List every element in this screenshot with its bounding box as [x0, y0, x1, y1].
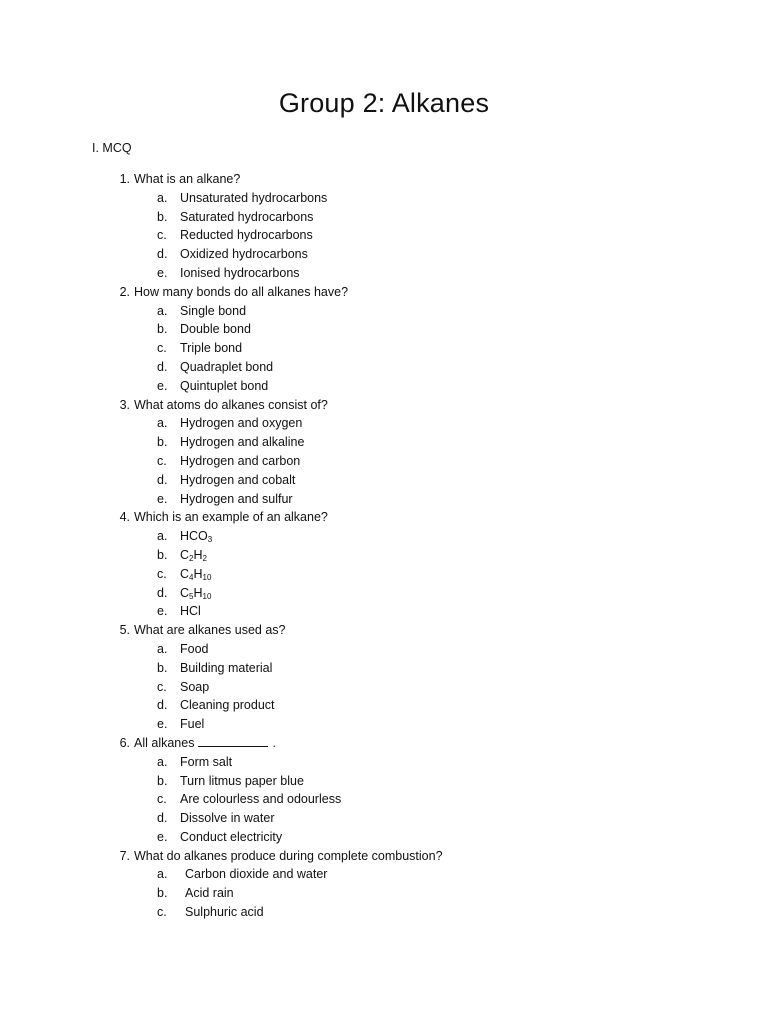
option-letter: b.: [157, 435, 168, 450]
answer-option: [0, 245, 768, 264]
formula-subscript: 10: [202, 572, 212, 582]
option-text: [180, 565, 211, 584]
option-text: Form salt: [180, 754, 233, 769]
option-text: Fuel: [180, 717, 205, 732]
answer-option: [0, 189, 768, 208]
option-letter: c.: [157, 679, 167, 694]
option-text: Quintuplet bond: [180, 378, 269, 393]
option-letter: e.: [157, 265, 168, 280]
option-letter: a.: [157, 641, 168, 656]
question-number: 5.: [119, 623, 130, 638]
option-text: Soap: [180, 679, 210, 694]
question-text: [134, 621, 285, 640]
page-title: Group 2: Alkanes: [278, 88, 490, 118]
answer-option: [0, 546, 768, 565]
option-text: Conduct electricity: [180, 829, 283, 844]
answer-option: [0, 790, 768, 809]
option-text: Turn litmus paper blue: [180, 773, 304, 788]
question-text-after: .: [272, 735, 276, 750]
answer-option: [0, 208, 768, 227]
option-text: Double bond: [180, 322, 251, 337]
formula-symbol: HCO: [180, 529, 208, 544]
question-item: [0, 734, 768, 753]
formula-subscript: 2: [202, 553, 207, 563]
option-text: HCl: [180, 604, 201, 619]
answer-option: [0, 772, 768, 791]
answer-option: [0, 903, 768, 922]
answer-option: [0, 358, 768, 377]
question-text-main: All alkanes: [134, 735, 195, 750]
answer-option: [0, 602, 768, 621]
formula-subscript: 2: [189, 553, 194, 563]
option-letter: d.: [157, 472, 168, 487]
answer-option: [0, 865, 768, 884]
answer-option: [0, 809, 768, 828]
option-text: Acid rain: [185, 886, 234, 901]
option-letter: a.: [157, 303, 168, 318]
option-letter: b.: [157, 322, 168, 337]
option-letter: e.: [157, 717, 168, 732]
formula-symbol: H: [193, 585, 203, 600]
answer-option: [0, 452, 768, 471]
option-letter: a.: [157, 867, 168, 882]
question-item: [0, 283, 768, 302]
answer-option: [0, 884, 768, 903]
formula-subscript: 4: [189, 572, 194, 582]
formula-subscript: 10: [202, 591, 212, 601]
answer-option: [0, 753, 768, 772]
option-letter: d.: [157, 359, 168, 374]
option-letter: c.: [157, 228, 167, 243]
answer-option: [0, 828, 768, 847]
answer-option: [0, 659, 768, 678]
question-text: [134, 396, 328, 415]
option-letter: a.: [157, 416, 168, 431]
option-letter: e.: [157, 491, 168, 506]
question-text: [134, 508, 328, 527]
option-text: Dissolve in water: [180, 811, 275, 826]
option-letter: b.: [157, 547, 168, 562]
option-text: Hydrogen and sulfur: [180, 491, 293, 506]
option-text: Are colourless and odourless: [180, 792, 342, 807]
option-text: [180, 546, 207, 565]
formula-symbol: H: [193, 566, 203, 581]
option-text: Hydrogen and alkaline: [180, 435, 305, 450]
section-heading: I. MCQ: [92, 141, 132, 155]
question-text-main: What do alkanes produce during complete combustion?: [134, 848, 443, 863]
answer-option: [0, 414, 768, 433]
option-text: Reducted hydrocarbons: [180, 228, 313, 243]
question-item: [0, 396, 768, 415]
option-letter: d.: [157, 585, 168, 600]
option-letter: c.: [157, 341, 167, 356]
question-item: [0, 847, 768, 866]
option-letter: d.: [157, 811, 168, 826]
formula-symbol: C: [180, 585, 190, 600]
question-text-main: Which is an example of an alkane?: [134, 510, 328, 525]
formula-subscript: 3: [207, 535, 213, 545]
formula-subscript: 5: [189, 591, 194, 601]
option-text: Saturated hydrocarbons: [180, 209, 314, 224]
question-item: [0, 621, 768, 640]
answer-option: [0, 433, 768, 452]
answer-option: [0, 715, 768, 734]
question-list: [0, 170, 768, 922]
answer-option: [0, 527, 768, 546]
option-text: Hydrogen and cobalt: [180, 472, 296, 487]
option-letter: b.: [157, 660, 168, 675]
question-text-main: How many bonds do all alkanes have?: [134, 284, 349, 299]
question-number: 7.: [119, 848, 130, 863]
option-text: Triple bond: [180, 341, 243, 356]
question-text: [134, 847, 443, 866]
option-letter: a.: [157, 529, 168, 544]
option-text: Carbon dioxide and water: [185, 867, 328, 882]
option-letter: c.: [157, 566, 167, 581]
formula-symbol: H: [193, 547, 203, 562]
answer-option: [0, 226, 768, 245]
question-item: [0, 170, 768, 189]
option-letter: d.: [157, 247, 168, 262]
option-text: Cleaning product: [180, 698, 275, 713]
option-text: Single bond: [180, 303, 247, 318]
question-text: [134, 283, 348, 302]
answer-option: [0, 471, 768, 490]
answer-option: [0, 678, 768, 697]
question-text: [134, 734, 276, 753]
option-text: [180, 527, 212, 546]
option-text: Unsaturated hydrocarbons: [180, 190, 328, 205]
question-number: 4.: [119, 510, 130, 525]
option-text: Ionised hydrocarbons: [180, 265, 300, 280]
question-number: 3.: [119, 397, 130, 412]
answer-option: [0, 320, 768, 339]
question-text: [134, 170, 240, 189]
option-letter: c.: [157, 453, 167, 468]
option-text: Sulphuric acid: [185, 905, 264, 920]
option-letter: c.: [157, 905, 167, 920]
formula-symbol: C: [180, 566, 190, 581]
question-text-main: What are alkanes used as?: [134, 623, 286, 638]
option-text: Building material: [180, 660, 273, 675]
answer-option: [0, 339, 768, 358]
question-item: [0, 508, 768, 527]
formula-symbol: C: [180, 547, 190, 562]
option-letter: a.: [157, 190, 168, 205]
option-letter: b.: [157, 209, 168, 224]
option-letter: b.: [157, 773, 168, 788]
option-letter: d.: [157, 698, 168, 713]
question-number: 6.: [119, 735, 130, 750]
option-letter: e.: [157, 378, 168, 393]
answer-option: [0, 302, 768, 321]
question-number: 1.: [119, 172, 130, 186]
answer-option: [0, 264, 768, 283]
option-letter: e.: [157, 829, 168, 844]
option-letter: c.: [157, 792, 167, 807]
option-text: [180, 584, 211, 603]
question-number: 2.: [119, 284, 130, 299]
fill-in-blank: [198, 735, 268, 747]
answer-option: [0, 377, 768, 396]
answer-option: [0, 696, 768, 715]
option-text: Food: [180, 641, 209, 656]
option-text: Oxidized hydrocarbons: [180, 247, 308, 262]
answer-option: [0, 490, 768, 509]
option-text: Hydrogen and carbon: [180, 453, 301, 468]
answer-option: [0, 640, 768, 659]
option-text: Quadraplet bond: [180, 359, 274, 374]
option-letter: e.: [157, 604, 168, 619]
option-text: Hydrogen and oxygen: [180, 416, 303, 431]
answer-option: [0, 584, 768, 603]
option-letter: b.: [157, 886, 168, 901]
question-text-main: What atoms do alkanes consist of?: [134, 397, 328, 412]
question-text-main: What is an alkane?: [134, 172, 241, 186]
option-letter: a.: [157, 754, 168, 769]
answer-option: [0, 565, 768, 584]
